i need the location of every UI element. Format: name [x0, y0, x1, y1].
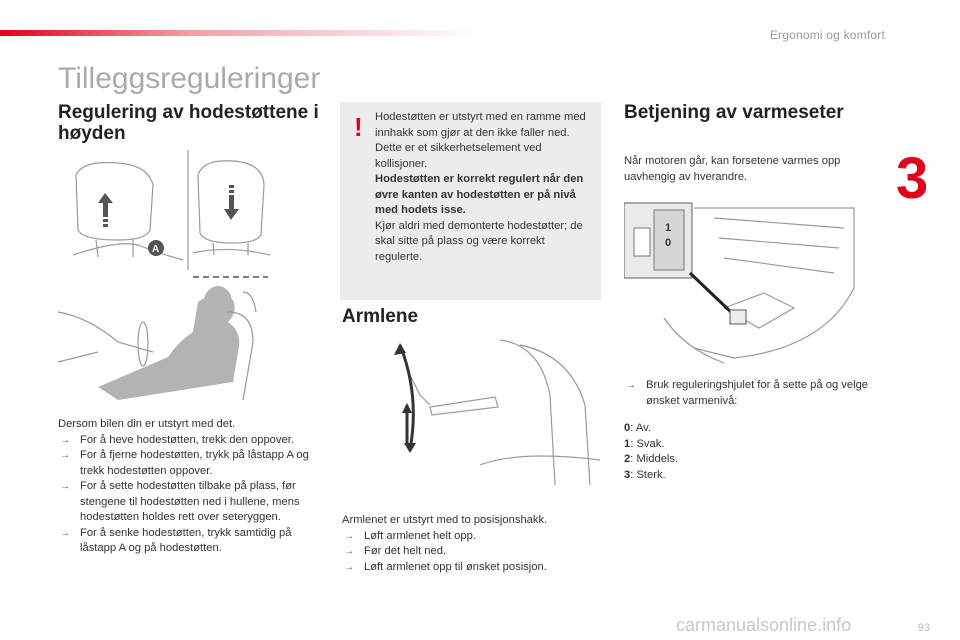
list-item: → Løft armlenet opp til ønsket posisjon. [342, 560, 602, 576]
exclamation-icon: ! [354, 112, 363, 142]
chapter-number: 3 [896, 146, 929, 211]
headrest-illustration [58, 145, 273, 270]
list-item: → Bruk reguleringshjulet for å sette på og velge ønsket varmenivå: [624, 378, 869, 409]
list-item: → For å senke hodestøtten, trykk samtidig på låstapp A og på hodestøtten. [58, 526, 328, 557]
warning-text [375, 110, 593, 265]
warning-text-1: Hodestøtten er utstyrt med en ramme med innhakk som gjør at den ikke faller ned. Dette er et sikkerhetselement ved kollisjoner. [375, 111, 586, 170]
list-item: → For å sette hodestøtten tilbake på plass, før stengene til hodestøtten ned i hullene, mens hodestøtten holdes rett over seteryggen. [58, 479, 328, 526]
list-item: → Løft armlenet helt opp. [342, 529, 602, 545]
heat-level-0: 0: Av. [624, 422, 651, 434]
page-title: Tilleggsreguleringer [58, 62, 321, 95]
warning-text-2: Kjør aldri med demonterte hodestøtter; de skal sitte på plass og være korrekt regulerte. [375, 219, 583, 263]
latch-label: A [152, 244, 160, 255]
heat-level-1: 1: Svak. [624, 437, 665, 450]
headrest-instructions [58, 417, 328, 557]
warning-panel [340, 102, 601, 300]
list-item: → Før det helt ned. [342, 544, 602, 560]
watermark: carmanualsonline.info [676, 615, 852, 635]
driver-illustration [58, 272, 273, 402]
armrest-steps [342, 529, 602, 576]
heat-level-2: 2: Middels. [624, 453, 679, 465]
list-item: → For å heve hodestøtten, trekk den oppover. [58, 433, 328, 449]
top-accent-line [0, 30, 480, 36]
headrest-heading: Regulering av hodestøttene i høyden [58, 102, 319, 144]
armrest-intro: Armlenet er utstyrt med to posisjonshakk. [342, 514, 548, 526]
headrest-steps [58, 433, 328, 557]
wheel-label-top: 1 [665, 222, 672, 234]
heated-seat-illustration [624, 198, 864, 368]
section-header: Ergonomi og komfort [769, 28, 885, 42]
wheel-label-bottom: 0 [665, 237, 672, 249]
page-number: 93 [917, 622, 930, 634]
armrest-illustration [370, 335, 602, 505]
heat-level-3: 3: Sterk. [624, 468, 666, 481]
warning-text-bold: Hodestøtten er korrekt regulert når den øvre kanten av hodestøtten er på nivå med hodets isse. [375, 173, 584, 216]
armrest-instructions [342, 513, 602, 575]
armrest-heading: Armlene [342, 306, 419, 327]
heated-seats-instructions [624, 378, 869, 483]
heated-seats-intro: Når motoren går, kan forsetene varmes opp uavhengig av hverandre. [624, 155, 841, 183]
heated-seats-heading: Betjening av varmeseter [624, 102, 844, 123]
headrest-intro: Dersom bilen din er utstyrt med det. [58, 418, 236, 430]
heat-levels [624, 421, 869, 483]
list-item: → For å fjerne hodestøtten, trykk på låstapp A og trekk hodestøtten oppover. [58, 448, 328, 479]
